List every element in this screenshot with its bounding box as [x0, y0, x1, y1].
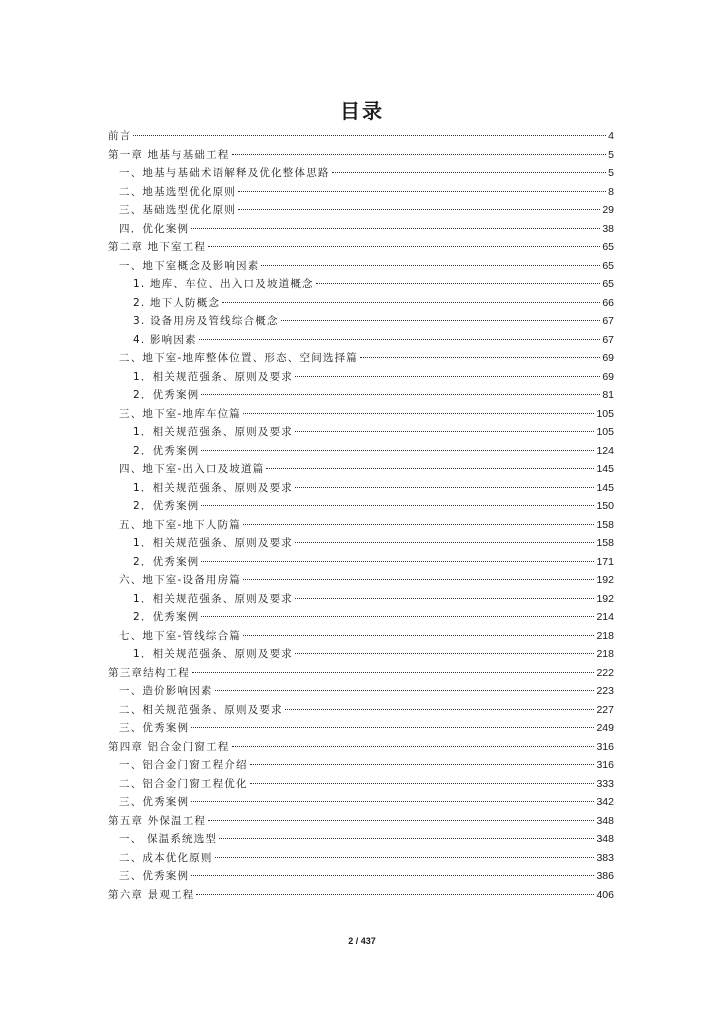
- toc-entry[interactable]: [108, 645, 614, 664]
- toc-entry-title: 二、铝合金门窗工程优化: [119, 777, 248, 790]
- dot-leader: [191, 727, 594, 728]
- toc-entry[interactable]: [108, 701, 614, 720]
- toc-entry-page-number: 5: [608, 148, 614, 161]
- dot-leader: [196, 894, 594, 895]
- dot-leader: [261, 265, 600, 266]
- toc-entry[interactable]: [108, 275, 614, 294]
- dot-leader: [360, 357, 600, 358]
- dot-leader: [243, 413, 594, 414]
- toc-entry-title: 2. 地下人防概念: [133, 296, 221, 309]
- toc-entry[interactable]: [108, 590, 614, 609]
- dot-leader: [243, 579, 594, 580]
- toc-entry-page-number: 105: [596, 426, 614, 438]
- dot-leader: [332, 172, 607, 173]
- toc-entry-title: 一、地下室概念及影响因素: [119, 259, 260, 272]
- toc-entry[interactable]: [108, 608, 614, 627]
- toc-entry-page-number: 316: [596, 759, 614, 771]
- toc-entry-page-number: 69: [602, 352, 614, 364]
- toc-entry[interactable]: [108, 738, 614, 757]
- toc-entry[interactable]: [108, 553, 614, 572]
- toc-entry-page-number: 5: [608, 167, 614, 179]
- toc-entry-title: 第三章结构工程: [108, 666, 190, 679]
- toc-entry-title: 第二章 地下室工程: [108, 241, 207, 253]
- toc-entry[interactable]: [108, 312, 614, 331]
- toc-entry-page-number: 65: [602, 278, 614, 290]
- toc-entry-page-number: 222: [596, 666, 614, 679]
- dot-leader: [238, 209, 600, 210]
- page-number-footer: 2 / 437: [348, 936, 376, 946]
- toc-entry[interactable]: [108, 775, 614, 794]
- dot-leader: [232, 746, 595, 747]
- toc-entry-page-number: 171: [596, 555, 614, 568]
- toc-entry[interactable]: [108, 423, 614, 442]
- toc-entry-title: 三、优秀案例: [119, 870, 190, 882]
- toc-entry-page-number: 348: [596, 814, 614, 827]
- dot-leader: [191, 801, 594, 802]
- toc-entry-title: 二、地基选型优化原则: [119, 185, 236, 198]
- toc-entry[interactable]: [108, 479, 614, 498]
- toc-entry-page-number: 29: [602, 204, 614, 216]
- dot-leader: [232, 154, 607, 155]
- dot-leader: [191, 875, 594, 876]
- toc-entry-title: 2．优秀案例: [133, 611, 200, 623]
- toc-entry-title: 1. 地库、车位、出入口及坡道概念: [133, 278, 314, 290]
- toc-entry-page-number: 214: [596, 611, 614, 623]
- dot-leader: [208, 246, 600, 247]
- toc-entry-page-number: 192: [596, 574, 614, 586]
- toc-entry[interactable]: [108, 849, 614, 868]
- dot-leader: [295, 653, 594, 654]
- toc-entry-page-number: 348: [596, 833, 614, 845]
- dot-leader: [199, 339, 601, 340]
- dot-leader: [243, 524, 594, 525]
- toc-entry-page-number: 67: [602, 333, 614, 346]
- toc-entry-page-number: 342: [596, 796, 614, 808]
- dot-leader: [222, 302, 600, 303]
- toc-entry[interactable]: [108, 534, 614, 553]
- dot-leader: [201, 561, 594, 562]
- dot-leader: [201, 394, 600, 395]
- toc-entry-title: 第一章 地基与基础工程: [108, 148, 230, 161]
- dot-leader: [215, 690, 595, 691]
- toc-title: 目录: [340, 99, 384, 123]
- dot-leader: [295, 487, 594, 488]
- dot-leader: [250, 783, 595, 784]
- toc-entry[interactable]: [108, 682, 614, 701]
- dot-leader: [191, 228, 600, 229]
- toc-entry[interactable]: [108, 349, 614, 368]
- toc-entry-page-number: 124: [596, 444, 614, 457]
- toc-entry[interactable]: [108, 220, 614, 239]
- toc-entry-page-number: 249: [596, 722, 614, 734]
- toc-entry-title: 七、地下室-管线综合篇: [119, 629, 241, 642]
- toc-entry[interactable]: [108, 793, 614, 812]
- toc-entry-page-number: 150: [596, 500, 614, 512]
- toc-entry[interactable]: [108, 386, 614, 405]
- toc-entry[interactable]: [108, 867, 614, 886]
- toc-entry-title: 1．相关规范强条、原则及要求: [133, 537, 293, 549]
- dot-leader: [208, 820, 594, 821]
- toc-entry[interactable]: [108, 627, 614, 646]
- toc-entry[interactable]: [108, 571, 614, 590]
- toc-entry-title: 1．相关规范强条、原则及要求: [133, 648, 293, 660]
- toc-entry-title: 1．相关规范强条、原则及要求: [133, 426, 293, 438]
- toc-entry-page-number: 386: [596, 870, 614, 882]
- toc-entry[interactable]: [108, 146, 614, 165]
- toc-entry[interactable]: [108, 201, 614, 220]
- toc-entry[interactable]: [108, 497, 614, 516]
- dot-leader: [201, 450, 594, 451]
- toc-entry-title: 3. 设备用房及管线综合概念: [133, 315, 279, 327]
- toc-entry-page-number: 406: [596, 888, 614, 901]
- dot-leader: [238, 191, 606, 192]
- dot-leader: [281, 320, 601, 321]
- toc-entry-page-number: 158: [596, 518, 614, 531]
- toc-entry[interactable]: [108, 294, 614, 313]
- toc-entry-page-number: 67: [602, 315, 614, 327]
- toc-entry-page-number: 38: [602, 222, 614, 235]
- toc-entry-page-number: 145: [596, 481, 614, 494]
- toc-entry[interactable]: [108, 368, 614, 387]
- toc-entry-title: 一、造价影响因素: [119, 685, 213, 697]
- toc-entry[interactable]: [108, 812, 614, 831]
- toc-entry-title: 第四章 铝合金门窗工程: [108, 740, 230, 753]
- dot-leader: [266, 468, 594, 469]
- toc-entry-title: 第五章 外保温工程: [108, 814, 207, 827]
- toc-entry-page-number: 192: [596, 592, 614, 605]
- dot-leader: [295, 542, 594, 543]
- toc-entry-title: 三、优秀案例: [119, 796, 190, 808]
- toc-entry-title: 一、 保温系统选型: [119, 833, 218, 845]
- dot-leader: [215, 857, 595, 858]
- toc-entry[interactable]: [108, 442, 614, 461]
- toc-entry-page-number: 333: [596, 777, 614, 790]
- toc-entry-title: 六、地下室-设备用房篇: [119, 574, 241, 586]
- dot-leader: [295, 598, 594, 599]
- toc-entry-title: 三、基础选型优化原则: [119, 204, 236, 216]
- dot-leader: [201, 616, 594, 617]
- toc-entry-page-number: 227: [596, 703, 614, 716]
- toc-entry-title: 2．优秀案例: [133, 444, 200, 457]
- toc-entry-title: 三、地下室-地库车位篇: [119, 407, 241, 420]
- toc-entry-page-number: 218: [596, 629, 614, 642]
- toc-entry[interactable]: [108, 719, 614, 738]
- toc-entry-page-number: 383: [596, 851, 614, 864]
- toc-entry-page-number: 105: [596, 407, 614, 420]
- toc-entry-title: 前言: [108, 130, 132, 142]
- toc-entry[interactable]: [108, 183, 614, 202]
- toc-entry[interactable]: [108, 164, 614, 183]
- toc-entry-title: 2．优秀案例: [133, 389, 200, 401]
- toc-entry-page-number: 8: [608, 185, 614, 198]
- toc-entry-title: 一、地基与基础术语解释及优化整体思路: [119, 167, 330, 179]
- toc-entry[interactable]: [108, 460, 614, 479]
- toc-entry-title: 第六章 景观工程: [108, 888, 195, 901]
- dot-leader: [250, 764, 595, 765]
- toc-entry-title: 2．优秀案例: [133, 500, 200, 512]
- toc-entry-page-number: 4: [608, 130, 614, 142]
- dot-leader: [285, 709, 595, 710]
- toc-entry-page-number: 65: [602, 259, 614, 272]
- toc-entry[interactable]: [108, 664, 614, 683]
- dot-leader: [133, 135, 606, 136]
- toc-entry-title: 2．优秀案例: [133, 555, 200, 568]
- dot-leader: [316, 283, 601, 284]
- toc-entry[interactable]: [108, 331, 614, 350]
- toc-entry-title: 四．优化案例: [119, 222, 190, 235]
- toc-entry[interactable]: [108, 127, 614, 146]
- toc-entry-page-number: 223: [596, 685, 614, 697]
- toc-entry-title: 三、优秀案例: [119, 722, 190, 734]
- dot-leader: [243, 635, 594, 636]
- toc-entry-title: 二、成本优化原则: [119, 851, 213, 864]
- dot-leader: [295, 431, 594, 432]
- dot-leader: [192, 672, 595, 673]
- toc-entry-title: 二、地下室-地库整体位置、形态、空间选择篇: [119, 352, 358, 364]
- toc-entry[interactable]: [108, 238, 614, 257]
- toc-entry-page-number: 69: [602, 370, 614, 383]
- toc-entry-title: 五、地下室-地下人防篇: [119, 518, 241, 531]
- toc-entry-page-number: 158: [596, 537, 614, 549]
- toc-entry-title: 二、相关规范强条、原则及要求: [119, 703, 283, 716]
- dot-leader: [219, 838, 594, 839]
- table-of-contents: [108, 127, 614, 904]
- dot-leader: [201, 505, 594, 506]
- dot-leader: [295, 376, 600, 377]
- toc-entry-page-number: 218: [596, 648, 614, 660]
- toc-entry[interactable]: [108, 756, 614, 775]
- toc-entry[interactable]: [108, 405, 614, 424]
- toc-entry[interactable]: [108, 516, 614, 535]
- toc-entry-title: 4. 影响因素: [133, 333, 197, 346]
- toc-entry-title: 四、地下室-出入口及坡道篇: [119, 463, 265, 475]
- toc-entry-page-number: 65: [602, 241, 614, 253]
- toc-entry-page-number: 66: [602, 296, 614, 309]
- toc-entry[interactable]: [108, 886, 614, 905]
- toc-entry-title: 1．相关规范强条、原则及要求: [133, 592, 293, 605]
- toc-entry[interactable]: [108, 257, 614, 276]
- toc-entry-page-number: 316: [596, 740, 614, 753]
- toc-entry-page-number: 81: [602, 389, 614, 401]
- toc-entry-title: 一、铝合金门窗工程介绍: [119, 759, 248, 771]
- toc-entry-title: 1．相关规范强条、原则及要求: [133, 370, 293, 383]
- toc-entry[interactable]: [108, 830, 614, 849]
- toc-entry-title: 1．相关规范强条、原则及要求: [133, 481, 293, 494]
- toc-entry-page-number: 145: [596, 463, 614, 475]
